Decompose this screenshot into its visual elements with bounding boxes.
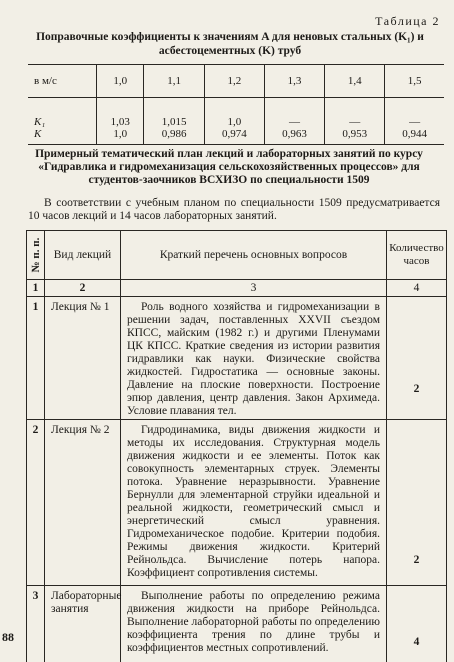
row-questions: Гидродинамика, виды движения жидкости и методы их исследования. Структурная модель движения жидкости и ее элементы. Поток как совокупность элементарных струек. Элементы потока. Уравнение неразрывности. Уравнение Бернулли для элементарной струйки идеальной и реальной жидкости, геометрический смысл и энергетический смысл уравнения. Гидромеханическое подобие. Критерии подобия. Режимы движения жидкости. Критерий Рейнольдса. Вычисление потерь напора. Коэффициент сопротивления системы. [121,420,387,586]
coef-header-row [28,65,444,98]
coef-row-label: K₁ [28,98,97,129]
header-kind: Вид лекций [45,231,121,280]
row-kind: Лекция № 2 [45,420,121,586]
plan-table [26,230,447,662]
table-label: Таблица 2 [375,14,440,29]
coef-velocity: 1,2 [204,65,264,98]
coef-table-title: Поправочные коэффициенты к значениям A для неновых стальных (K₁) и асбестоцементных (K) труб [30,30,430,58]
row-number: 1 [27,297,45,420]
page-number: 88 [2,630,14,645]
table-row [27,297,447,420]
row-questions: Роль водного хозяйства и гидромеханизации в решении задач, поставленных XXVII съездом КПСС, майским (1982 г.) и другими Пленумами ЦК КПСС. Краткие сведения из истории развития гидравлики как науки. Физические свойства жидкостей. Гидростатика — основные законы. Давление на плоские поверхности. Построение эпюр давления, центр давления. Закон Архимеда. Условие плавания тел. [121,297,387,420]
coef-value: 0,974 [204,128,264,145]
row-hours: 4 [387,636,446,648]
coef-velocity: 1,4 [325,65,385,98]
coef-row-k1 [28,98,444,129]
column-number: 1 [27,280,45,297]
header-number-label: № п. п. [30,238,42,273]
column-number: 4 [387,280,447,297]
coef-velocity: 1,5 [385,65,444,98]
row-hours-cell [387,420,447,586]
coef-value: 1,015 [144,98,204,129]
coef-value: 0,953 [325,128,385,145]
coef-row-k [28,128,444,145]
coef-value: — [325,98,385,129]
row-kind: Лекция № 1 [45,297,121,420]
coef-value: — [264,98,324,129]
coef-value: 1,03 [97,98,144,129]
coef-velocity: 1,3 [264,65,324,98]
row-hours-cell [387,297,447,420]
header-hours: Количество часов [387,231,447,280]
row-number: 3 [27,586,45,662]
header-number [27,231,45,280]
table-row [27,420,447,586]
plan-title: Примерный тематический план лекций и лабораторных занятий по курсу «Гидравлика и гидромеханизация сельскохозяйственных процессов» для студентов-заочников ВСХИЗО по специальности 1509 [24,148,434,187]
coef-velocity: 1,1 [144,65,204,98]
coef-value: 1,0 [204,98,264,129]
coef-header-label: в м/с [28,65,97,98]
coef-table [28,64,444,145]
header-questions: Краткий перечень основных вопросов [121,231,387,280]
coef-value: — [385,98,444,129]
coef-value: 1,0 [97,128,144,145]
row-hours: 2 [387,554,446,566]
row-kind: Лабораторные занятия [45,586,121,662]
coef-value: 0,944 [385,128,444,145]
row-questions: Выполнение работы по определению режима движения жидкости на приборе Рейнольдса. Выполнение лабораторной работы по определению коэффициента трения по длине трубы и коэффициентов местных сопротивлений. [121,586,387,662]
row-hours: 2 [387,383,446,395]
coef-row-label: K [28,128,97,145]
column-numbers-row [27,280,447,297]
coef-value: 0,986 [144,128,204,145]
coef-velocity: 1,0 [97,65,144,98]
intro-paragraph: В соответствии с учебным планом по специальности 1509 предусматривается 10 часов лекций и 14 часов лабораторных занятий. [28,197,440,223]
plan-header-row [27,231,447,280]
row-number: 2 [27,420,45,586]
coef-value: 0,963 [264,128,324,145]
column-number: 3 [121,280,387,297]
column-number: 2 [45,280,121,297]
